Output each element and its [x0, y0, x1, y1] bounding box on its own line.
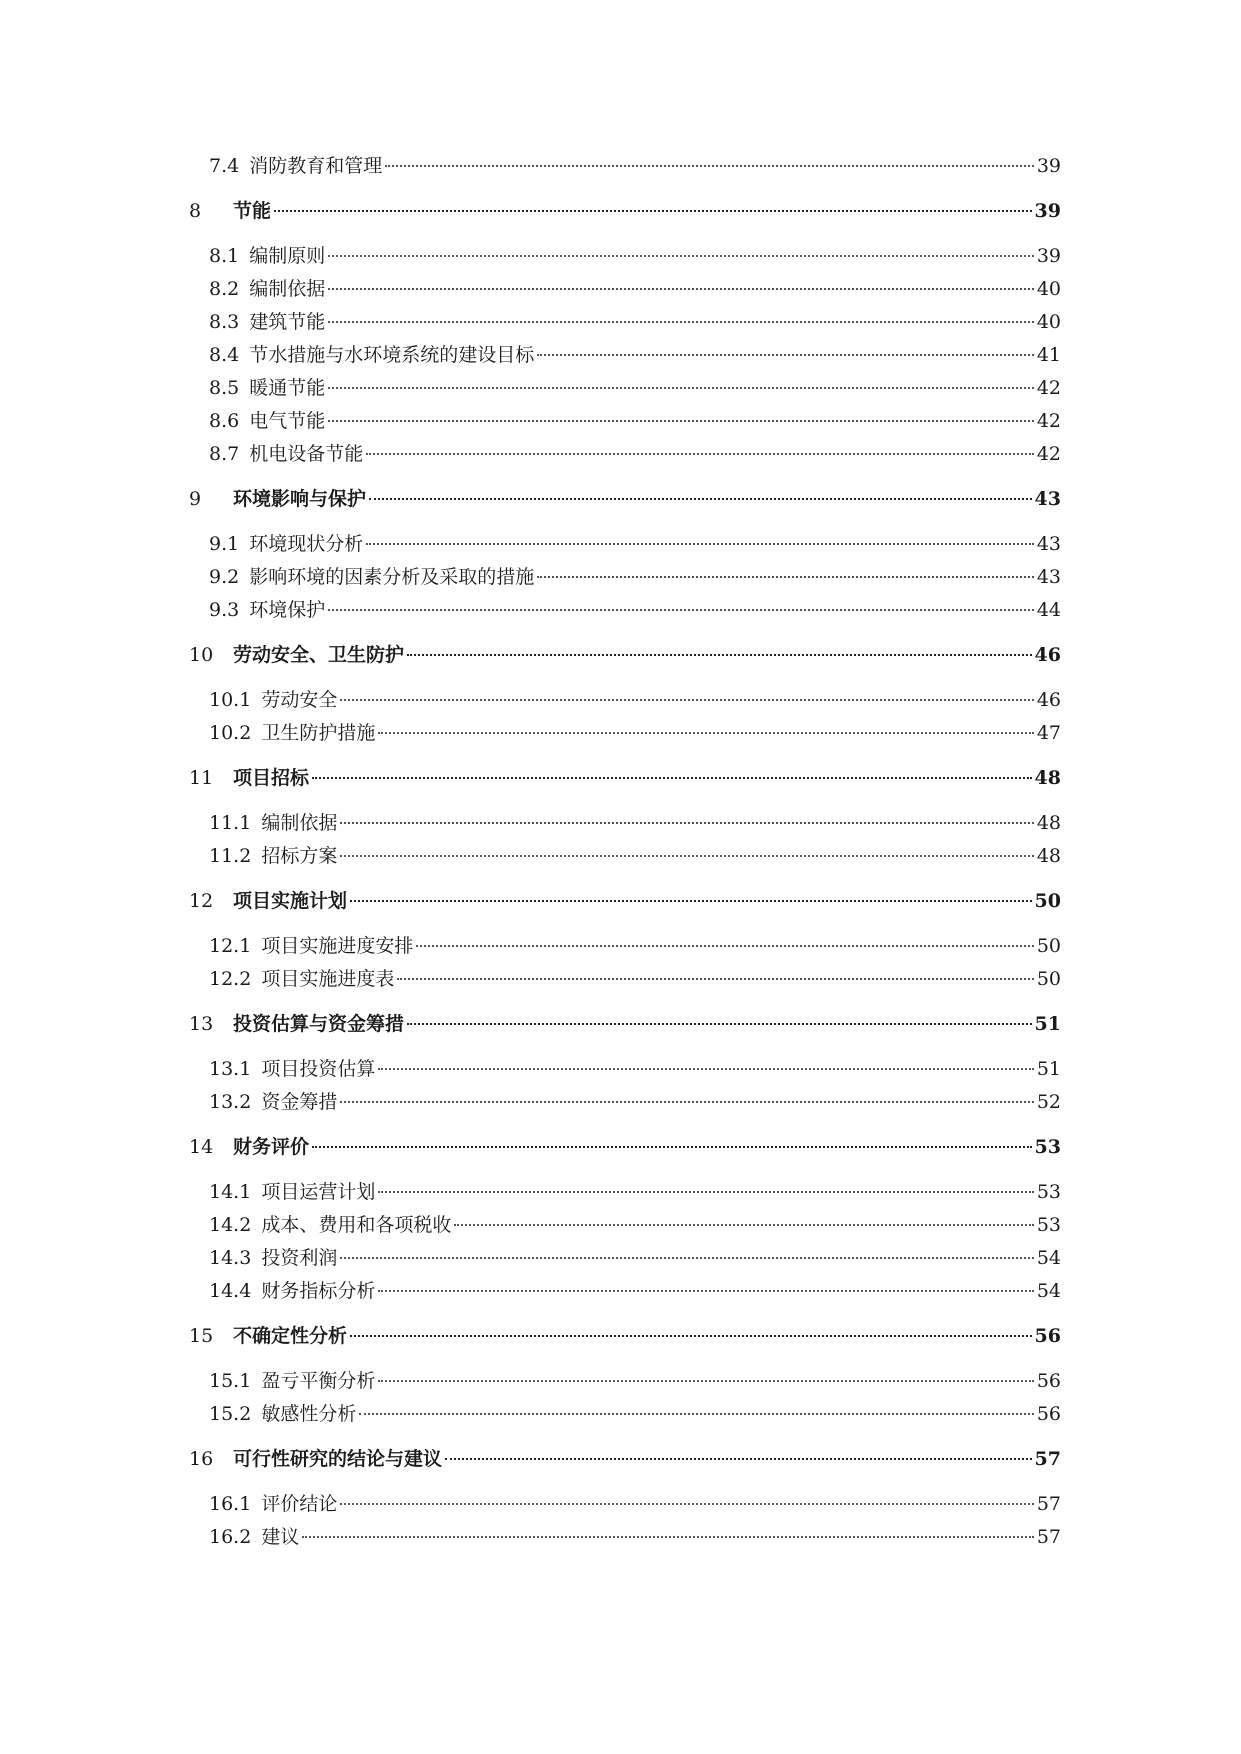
table-of-contents: [189, 150, 1061, 1554]
toc-entry-number: 12: [189, 890, 214, 912]
toc-entry-number: 15.1: [209, 1370, 252, 1392]
toc-entry-title: 不确定性分析: [233, 1325, 348, 1347]
toc-entry-title: 评价结论: [261, 1493, 338, 1515]
toc-dot-leader: [328, 420, 1034, 422]
toc-entry-number: 16.2: [209, 1526, 252, 1548]
toc-dot-leader: [350, 1335, 1032, 1337]
toc-entry-title: 项目招标: [233, 767, 310, 789]
toc-entry-number: 12.1: [209, 935, 252, 957]
toc-dot-leader: [385, 165, 1034, 167]
toc-entry-title: 财务指标分析: [261, 1280, 376, 1302]
toc-entry-number: 16.1: [209, 1493, 252, 1515]
toc-entry-number: 9.1: [209, 533, 240, 555]
toc-page-number: 50: [1036, 968, 1061, 990]
toc-dot-leader: [378, 732, 1033, 734]
toc-entry-number: 8.5: [209, 377, 240, 399]
toc-entry-number: 14.3: [209, 1247, 252, 1269]
toc-entry-title: 建议: [261, 1526, 300, 1548]
toc-page-number: 54: [1036, 1247, 1061, 1269]
toc-entry-number: 10.2: [209, 722, 252, 744]
toc-entry-title: 环境现状分析: [249, 533, 364, 555]
toc-entry-number: 8.3: [209, 311, 240, 333]
toc-entry-title: 招标方案: [261, 845, 338, 867]
toc-page-number: 53: [1036, 1214, 1061, 1236]
toc-entry-title: 影响环境的因素分析及采取的措施: [249, 566, 535, 588]
toc-page-number: 42: [1036, 410, 1061, 432]
toc-dot-leader: [340, 699, 1033, 701]
toc-entry-number: 14.1: [209, 1181, 252, 1203]
toc-entry-number: 8.7: [209, 443, 240, 465]
toc-page-number: 57: [1034, 1448, 1061, 1470]
toc-section-entry[interactable]: [189, 339, 1061, 372]
toc-section-entry[interactable]: [189, 273, 1061, 306]
toc-entry-title: 环境影响与保护: [233, 488, 367, 510]
toc-dot-leader: [445, 1458, 1032, 1460]
toc-page-number: 48: [1034, 767, 1061, 789]
toc-page-number: 39: [1036, 245, 1061, 267]
toc-entry-title: 项目实施计划: [233, 890, 348, 912]
toc-section-entry[interactable]: [189, 684, 1061, 717]
toc-section-entry[interactable]: [189, 1365, 1061, 1398]
toc-entry-number: 11.1: [209, 812, 252, 834]
toc-entry-title: 节水措施与水环境系统的建设目标: [249, 344, 535, 366]
toc-entry-title: 成本、费用和各项税收: [261, 1214, 452, 1236]
toc-chapter-entry[interactable]: [189, 762, 1061, 795]
toc-section-entry[interactable]: [189, 1275, 1061, 1308]
toc-section-entry[interactable]: [189, 372, 1061, 405]
toc-section-entry[interactable]: [189, 561, 1061, 594]
toc-page-number: 51: [1036, 1058, 1061, 1080]
toc-entry-number: 10.1: [209, 689, 252, 711]
toc-entry-title: 劳动安全: [261, 689, 338, 711]
toc-entry-number: 14: [189, 1136, 214, 1158]
toc-dot-leader: [407, 654, 1032, 656]
toc-section-entry[interactable]: [189, 1521, 1061, 1554]
toc-entry-title: 项目实施进度表: [261, 968, 395, 990]
toc-entry-number: 15: [189, 1325, 214, 1347]
toc-entry-number: 12.2: [209, 968, 252, 990]
toc-entry-title: 卫生防护措施: [261, 722, 376, 744]
toc-page-number: 47: [1036, 722, 1061, 744]
toc-entry-number: 11: [189, 767, 214, 789]
toc-section-entry[interactable]: [189, 1398, 1061, 1431]
toc-entry-title: 电气节能: [249, 410, 326, 432]
toc-dot-leader: [312, 1146, 1032, 1148]
toc-entry-number: 16: [189, 1448, 214, 1470]
toc-entry-title: 环境保护: [249, 599, 326, 621]
toc-section-entry[interactable]: [189, 594, 1061, 627]
toc-page-number: 40: [1036, 311, 1061, 333]
toc-page-number: 43: [1036, 566, 1061, 588]
toc-page-number: 42: [1036, 377, 1061, 399]
toc-section-entry[interactable]: [189, 1053, 1061, 1086]
toc-section-entry[interactable]: [189, 405, 1061, 438]
toc-page-number: 53: [1034, 1136, 1061, 1158]
toc-entry-title: 编制依据: [249, 278, 326, 300]
toc-entry-title: 编制原则: [249, 245, 326, 267]
toc-entry-title: 消防教育和管理: [249, 155, 383, 177]
toc-page-number: 56: [1036, 1370, 1061, 1392]
toc-page-number: 53: [1036, 1181, 1061, 1203]
toc-page-number: 39: [1034, 200, 1061, 222]
toc-entry-title: 敏感性分析: [261, 1403, 357, 1425]
toc-entry-title: 编制依据: [261, 812, 338, 834]
toc-section-entry[interactable]: [189, 807, 1061, 840]
toc-entry-title: 项目投资估算: [261, 1058, 376, 1080]
toc-entry-title: 项目运营计划: [261, 1181, 376, 1203]
toc-dot-leader: [340, 1503, 1033, 1505]
toc-page-number: 41: [1036, 344, 1061, 366]
toc-page-number: 56: [1034, 1325, 1061, 1347]
toc-dot-leader: [378, 1191, 1033, 1193]
toc-page-number: 57: [1036, 1526, 1061, 1548]
toc-entry-number: 11.2: [209, 845, 252, 867]
toc-dot-leader: [366, 543, 1034, 545]
toc-entry-number: 9.2: [209, 566, 240, 588]
toc-entry-number: 13: [189, 1013, 214, 1035]
toc-section-entry[interactable]: [189, 528, 1061, 561]
toc-dot-leader: [302, 1536, 1033, 1538]
toc-entry-number: 8.4: [209, 344, 240, 366]
toc-entry-number: 8.6: [209, 410, 240, 432]
toc-section-entry[interactable]: [189, 306, 1061, 339]
toc-section-entry[interactable]: [189, 1242, 1061, 1275]
toc-entry-title: 资金筹措: [261, 1091, 338, 1113]
toc-dot-leader: [312, 777, 1032, 779]
toc-page-number: 56: [1036, 1403, 1061, 1425]
toc-entry-number: 10: [189, 644, 214, 666]
toc-dot-leader: [359, 1413, 1033, 1415]
toc-dot-leader: [274, 210, 1032, 212]
toc-entry-number: 15.2: [209, 1403, 252, 1425]
toc-chapter-entry[interactable]: [189, 195, 1061, 228]
toc-chapter-entry[interactable]: [189, 885, 1061, 918]
toc-page-number: 52: [1036, 1091, 1061, 1113]
toc-dot-leader: [340, 855, 1033, 857]
toc-dot-leader: [416, 945, 1033, 947]
toc-entry-title: 机电设备节能: [249, 443, 364, 465]
toc-dot-leader: [340, 822, 1033, 824]
toc-dot-leader: [378, 1290, 1033, 1292]
toc-dot-leader: [378, 1380, 1033, 1382]
toc-entry-title: 暖通节能: [249, 377, 326, 399]
toc-dot-leader: [537, 354, 1034, 356]
toc-section-entry[interactable]: [189, 1209, 1061, 1242]
toc-dot-leader: [350, 900, 1032, 902]
toc-entry-number: 7.4: [209, 155, 240, 177]
toc-section-entry[interactable]: [189, 1488, 1061, 1521]
toc-page-number: 42: [1036, 443, 1061, 465]
toc-entry-title: 节能: [233, 200, 272, 222]
toc-page-number: 43: [1034, 488, 1061, 510]
toc-section-entry[interactable]: [189, 240, 1061, 273]
toc-entry-number: 8.2: [209, 278, 240, 300]
toc-dot-leader: [378, 1068, 1033, 1070]
toc-chapter-entry[interactable]: [189, 1131, 1061, 1164]
toc-chapter-entry[interactable]: [189, 1008, 1061, 1041]
toc-dot-leader: [328, 288, 1034, 290]
toc-page-number: 46: [1034, 644, 1061, 666]
toc-entry-title: 盈亏平衡分析: [261, 1370, 376, 1392]
toc-entry-title: 劳动安全、卫生防护: [233, 644, 405, 666]
toc-page-number: 48: [1036, 845, 1061, 867]
toc-dot-leader: [454, 1224, 1033, 1226]
toc-chapter-entry[interactable]: [189, 1320, 1061, 1353]
toc-section-entry[interactable]: [189, 717, 1061, 750]
toc-entry-number: 13.1: [209, 1058, 252, 1080]
toc-entry-title: 可行性研究的结论与建议: [233, 1448, 443, 1470]
toc-entry-number: 14.2: [209, 1214, 252, 1236]
toc-section-entry[interactable]: [189, 963, 1061, 996]
toc-page-number: 54: [1036, 1280, 1061, 1302]
toc-entry-number: 9.3: [209, 599, 240, 621]
toc-dot-leader: [340, 1101, 1033, 1103]
toc-dot-leader: [328, 609, 1034, 611]
toc-entry-number: 13.2: [209, 1091, 252, 1113]
toc-dot-leader: [366, 453, 1034, 455]
toc-entry-number: 8: [189, 200, 202, 222]
toc-dot-leader: [397, 978, 1033, 980]
toc-section-entry[interactable]: [189, 1176, 1061, 1209]
toc-page-number: 43: [1036, 533, 1061, 555]
toc-dot-leader: [340, 1257, 1033, 1259]
toc-page-number: 50: [1034, 890, 1061, 912]
toc-entry-number: 9: [189, 488, 202, 510]
toc-section-entry[interactable]: [189, 1086, 1061, 1119]
toc-page-number: 39: [1036, 155, 1061, 177]
toc-entry-title: 项目实施进度安排: [261, 935, 414, 957]
toc-page-number: 51: [1034, 1013, 1061, 1035]
toc-page-number: 40: [1036, 278, 1061, 300]
toc-dot-leader: [369, 498, 1032, 500]
toc-entry-title: 财务评价: [233, 1136, 310, 1158]
toc-entry-number: 14.4: [209, 1280, 252, 1302]
toc-dot-leader: [328, 255, 1034, 257]
toc-page-number: 46: [1036, 689, 1061, 711]
toc-section-entry[interactable]: [189, 930, 1061, 963]
toc-page-number: 50: [1036, 935, 1061, 957]
toc-section-entry[interactable]: [189, 438, 1061, 471]
toc-dot-leader: [537, 576, 1034, 578]
toc-dot-leader: [328, 387, 1034, 389]
toc-page-number: 57: [1036, 1493, 1061, 1515]
toc-chapter-entry[interactable]: [189, 1443, 1061, 1476]
toc-entry-title: 投资估算与资金筹措: [233, 1013, 405, 1035]
toc-page-number: 44: [1036, 599, 1061, 621]
toc-chapter-entry[interactable]: [189, 483, 1061, 516]
toc-section-entry[interactable]: [189, 840, 1061, 873]
toc-entry-number: 8.1: [209, 245, 240, 267]
toc-entry-title: 投资利润: [261, 1247, 338, 1269]
toc-page-number: 48: [1036, 812, 1061, 834]
toc-section-entry[interactable]: [189, 150, 1061, 183]
toc-chapter-entry[interactable]: [189, 639, 1061, 672]
toc-dot-leader: [328, 321, 1034, 323]
toc-entry-title: 建筑节能: [249, 311, 326, 333]
toc-dot-leader: [407, 1023, 1032, 1025]
